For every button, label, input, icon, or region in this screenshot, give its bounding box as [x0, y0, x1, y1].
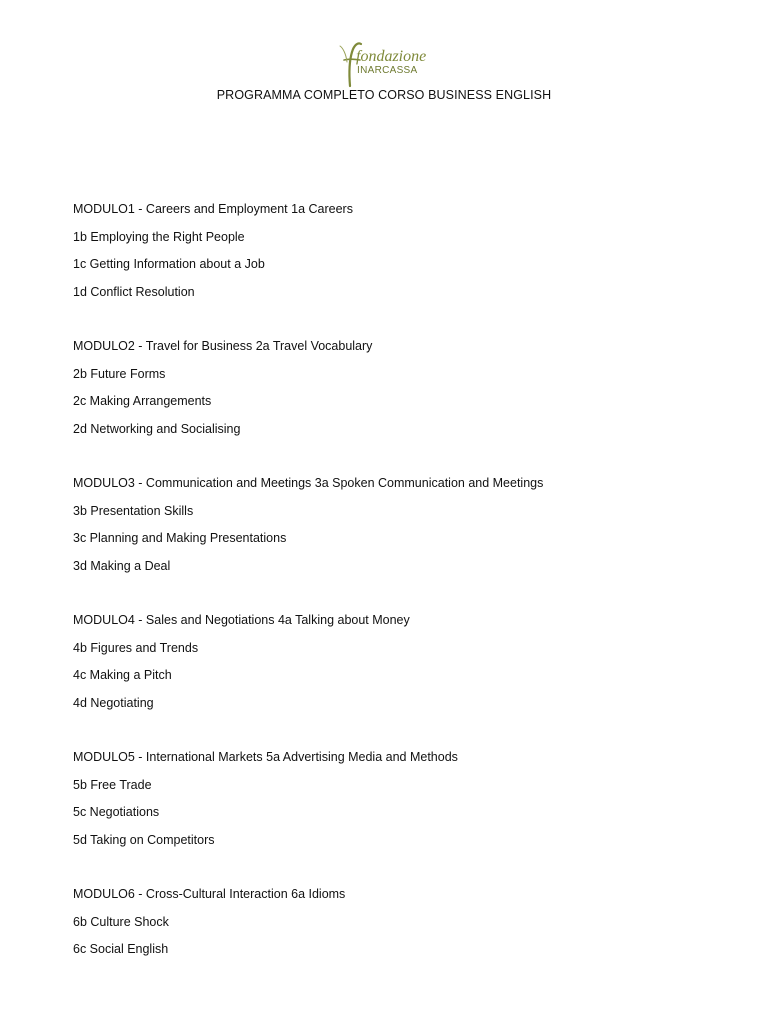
- module-item: 4d Negotiating: [73, 695, 154, 710]
- module-item: 2c Making Arrangements: [73, 394, 212, 408]
- module-item: 3b Presentation Skills: [73, 503, 194, 518]
- module-item: 3c Planning and Making Presentations: [73, 531, 287, 545]
- module-item: 2b Future Forms: [73, 366, 166, 381]
- module-item: 5c Negotiations: [73, 805, 160, 819]
- module-item: 5b Free Trade: [73, 777, 152, 792]
- module-item: 5d Taking on Competitors: [73, 832, 215, 847]
- module-heading: MODULO1 - Careers and Employment 1a Careers: [73, 202, 353, 216]
- module-5: [73, 744, 713, 854]
- module-6: [73, 881, 713, 964]
- module-item: 4b Figures and Trends: [73, 640, 199, 655]
- module-4: [73, 607, 713, 717]
- module-item: 3d Making a Deal: [73, 558, 171, 573]
- course-program: [73, 196, 713, 991]
- module-item: 6b Culture Shock: [73, 914, 169, 929]
- logo-wordmark-bottom: INARCASSA: [357, 65, 418, 76]
- module-3: [73, 470, 713, 580]
- module-heading: MODULO3 - Communication and Meetings 3a Spoken Communication and Meetings: [73, 476, 544, 490]
- module-heading: MODULO6 - Cross-Cultural Interaction 6a Idioms: [73, 887, 346, 901]
- module-item: 1d Conflict Resolution: [73, 284, 195, 299]
- module-2: [73, 333, 713, 443]
- module-heading: MODULO5 - International Markets 5a Advertising Media and Methods: [73, 750, 458, 764]
- module-item: 4c Making a Pitch: [73, 668, 172, 682]
- module-heading: MODULO2 - Travel for Business 2a Travel Vocabulary: [73, 339, 373, 353]
- page-title: PROGRAMMA COMPLETO CORSO BUSINESS ENGLISH: [216, 88, 552, 102]
- module-item: 1c Getting Information about a Job: [73, 257, 265, 271]
- logo-wordmark-top: fondazione: [356, 48, 427, 65]
- module-1: [73, 196, 713, 306]
- module-item: 1b Employing the Right People: [73, 229, 245, 244]
- module-item: 2d Networking and Socialising: [73, 421, 241, 436]
- fondazione-inarcassa-logo: [334, 40, 434, 90]
- module-item: 6c Social English: [73, 942, 169, 956]
- module-heading: MODULO4 - Sales and Negotiations 4a Talking about Money: [73, 613, 410, 627]
